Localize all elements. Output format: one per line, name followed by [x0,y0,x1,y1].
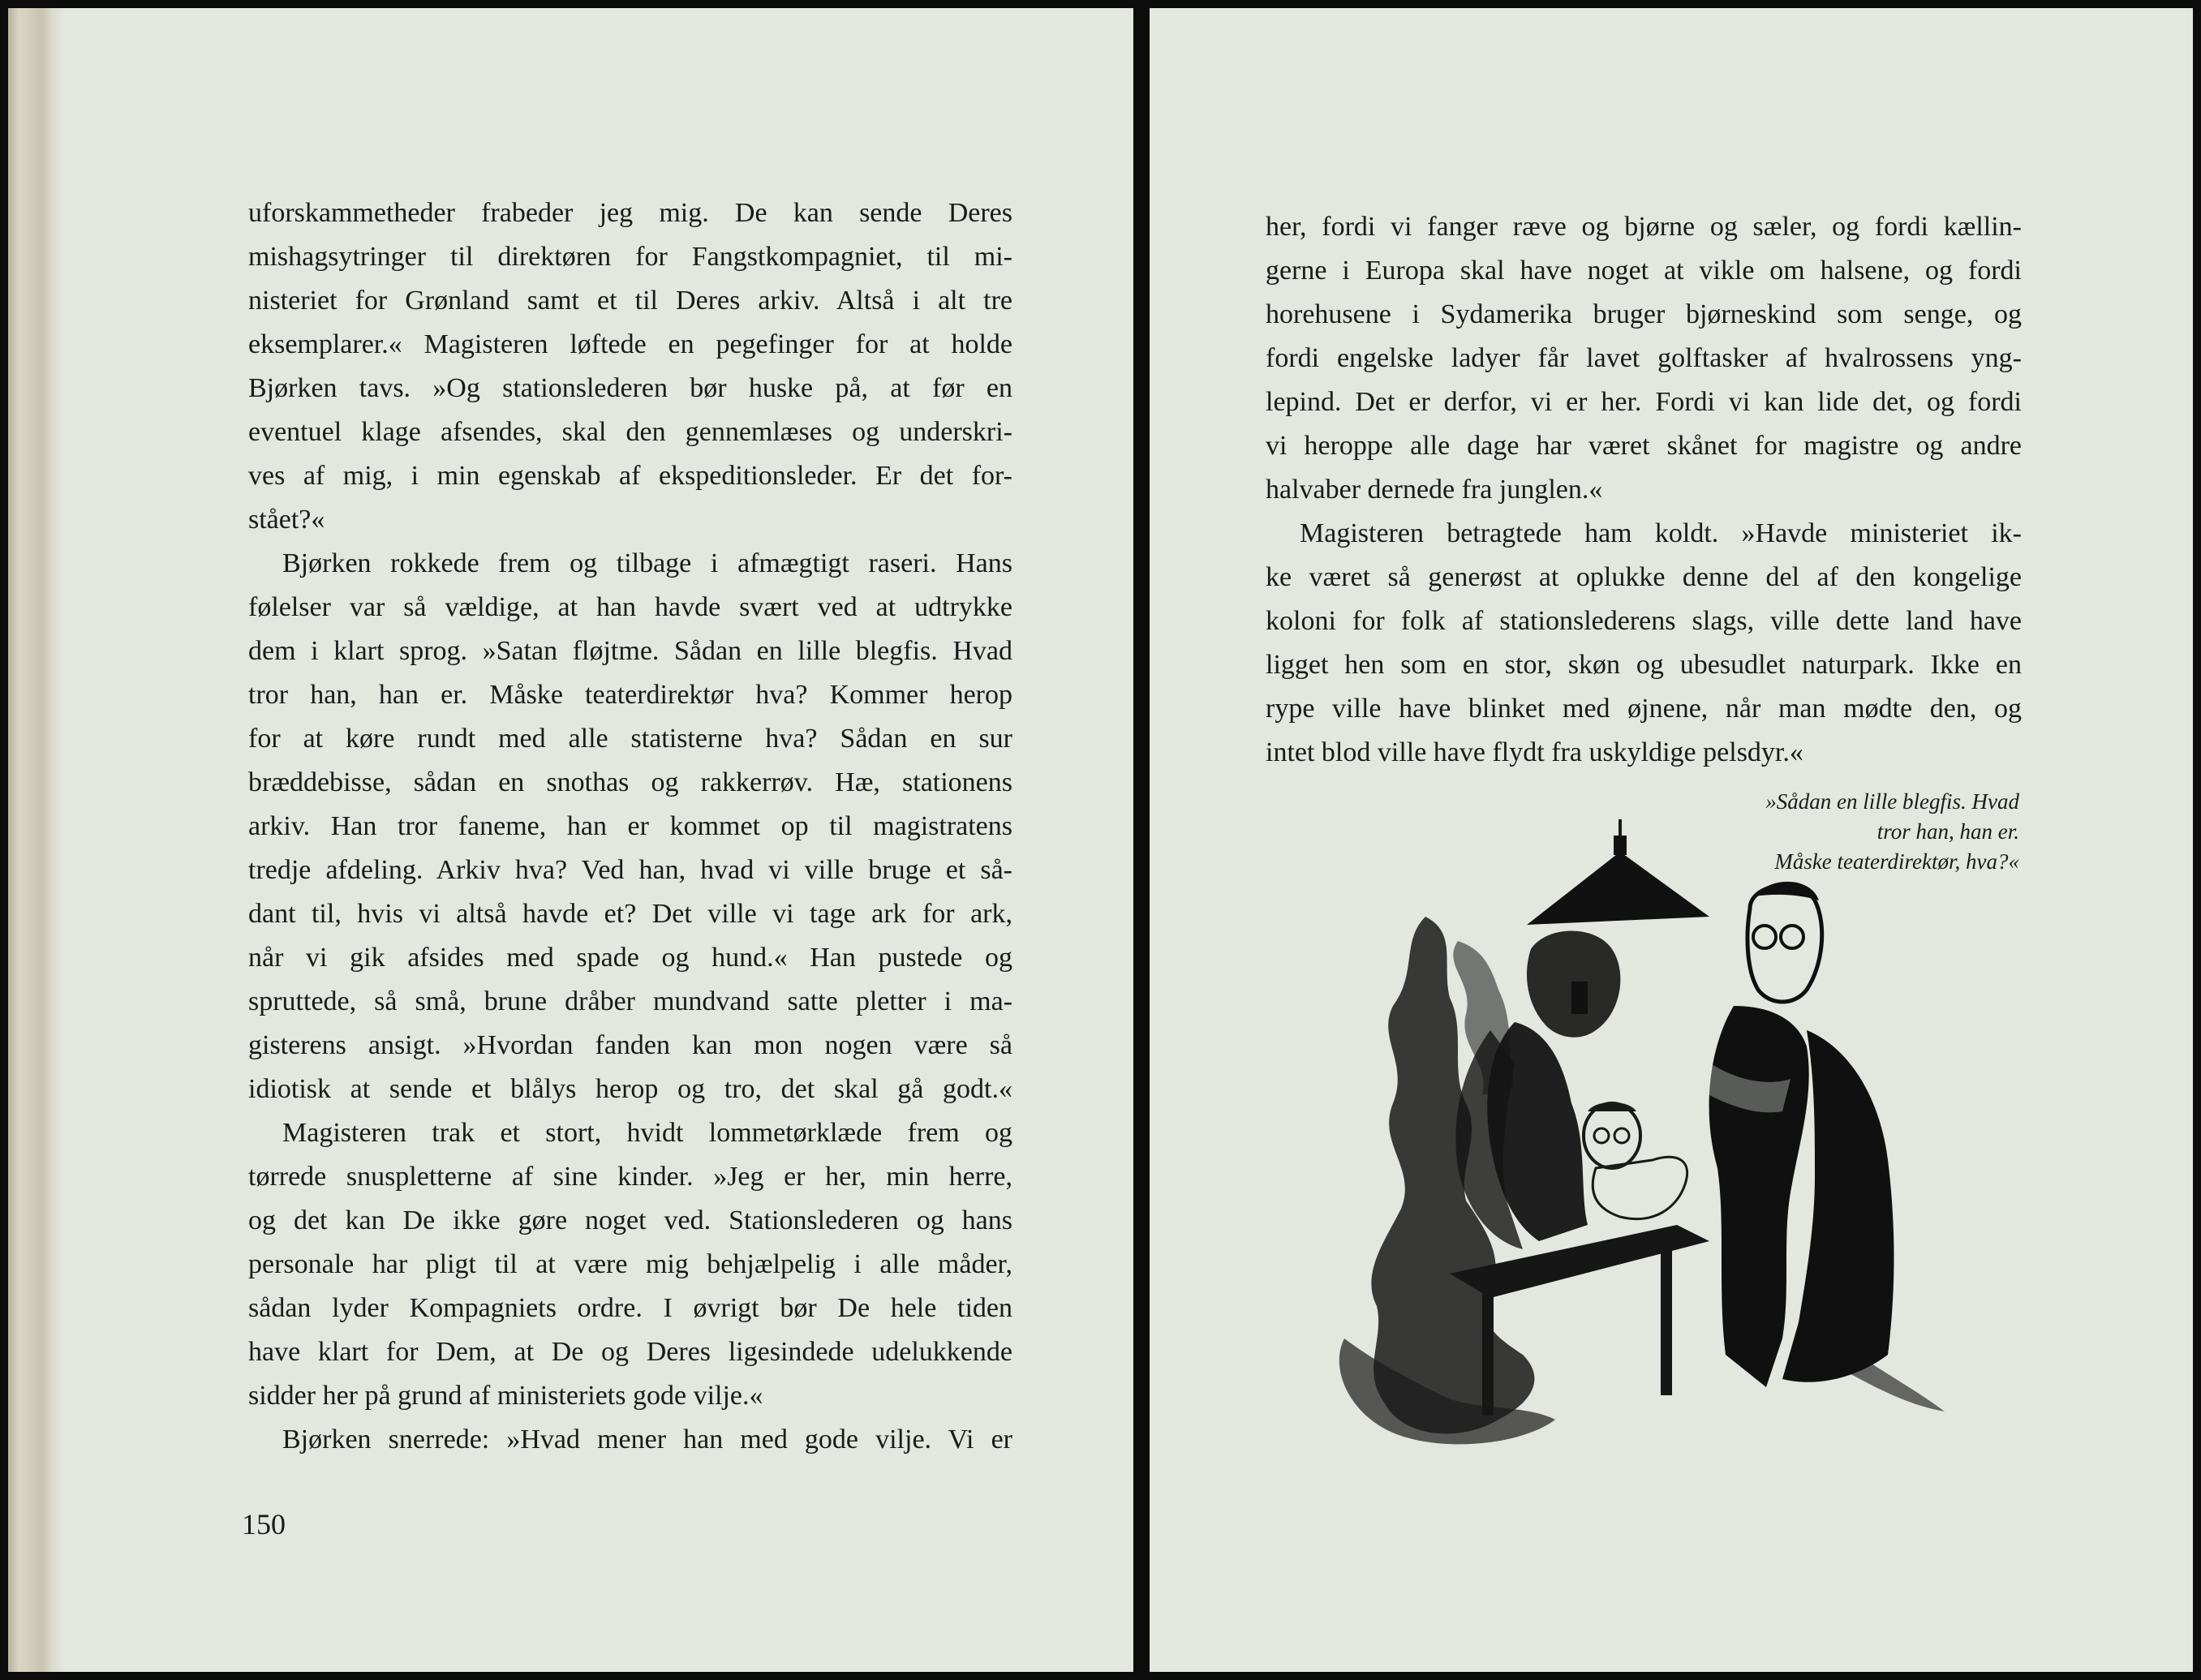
text-line: horehusene i Sydamerika bruger bjørneskind som senge, og [1266,299,2022,329]
standing-man [1709,882,1945,1411]
text-line: ke været så generøst at oplukke denne del af den kongelige [1266,562,2022,592]
text-line: her, fordi vi fanger ræve og bjørne og sæler, og fordi kællin- [1266,212,2022,242]
caption-line: »Sådan en lille blegfis. Hvad [1765,789,2019,814]
text-line: eksemplarer.« Magisteren løftede en pegefinger for at holde [248,329,1012,359]
table-leg [1661,1241,1672,1395]
text-line: gerne i Europa skal have noget at vikle om halsene, og fordi [1266,256,2022,286]
text-line: tror han, han er. Måske teaterdirektør hva? Kommer herop [248,680,1012,710]
lamp [1527,819,1709,925]
right-page-text [1266,205,2022,775]
text-line: Bjørken rokkede frem og tilbage i afmægtigt raseri. Hans [282,548,1012,578]
text-line: gisterens ansigt. »Hvordan fanden kan mon nogen være så [248,1030,1012,1060]
text-line: eventuel klage afsendes, skal den gennemlæses og underskri- [248,417,1012,447]
text-line: Bjørken snerrede: »Hvad mener han med gode vilje. Vi er [282,1424,1012,1454]
text-line: og det kan De ikke gøre noget ved. Stationslederen og hans [248,1205,1012,1235]
left-page [8,8,1133,1672]
text-line: bræddebisse, sådan en snothas og rakkerrøv. Hæ, stationens [248,767,1012,797]
text-line: halvaber dernede fra junglen.« [1266,475,1603,505]
text-line: stået?« [248,505,325,535]
text-line: lepind. Det er derfor, vi er her. Fordi vi kan lide det, og fordi [1266,387,2022,417]
caption-line: Måske teaterdirektør, hva?« [1774,849,2019,874]
text-line: mishagsytringer til direktøren for Fangstkompagniet, til mi- [248,242,1012,272]
text-line: tørrede snuspletterne af sine kinder. »Jeg er her, min herre, [248,1162,1012,1192]
left-page-text [248,191,1012,1462]
text-line: dem i klart sprog. »Satan fløjtme. Sådan en lille blegfis. Hvad [248,636,1012,666]
text-line: følelser var så vældige, at han havde svært ved at udtrykke [248,592,1012,622]
text-line: fordi engelske ladyer får lavet golftasker af hvalrossens yng- [1266,343,2022,373]
text-line: have klart for Dem, at De og Deres ligesindede udelukkende [248,1337,1012,1367]
text-line: Bjørken tavs. »Og stationslederen bør huske på, at før en [248,373,1012,403]
lamp-shade [1527,852,1709,925]
lamp-fitting [1614,836,1627,855]
small-man-at-table [1584,1102,1687,1219]
text-line: spruttede, så små, brune dråber mundvand satte pletter i ma- [248,986,1012,1016]
ink-illustration [1328,819,1993,1468]
text-line: koloni for folk af stationslederens slags, ville dette land have [1266,606,2022,636]
text-line: vi heroppe alle dage har været skånet for magistre og andre [1266,431,2022,461]
text-line: for at køre rundt med alle statisterne hva? Sådan en sur [248,724,1012,754]
page-number: 150 [242,1508,286,1540]
text-line: nisteriet for Grønland samt et til Deres arkiv. Altså i alt tre [248,286,1012,316]
text-line: ves af mig, i min egenskab af ekspeditionsleder. Er det for- [248,461,1012,491]
text-line: rype ville have blinket med øjnene, når man mødte den, og [1266,694,2022,724]
right-page [1150,8,2193,1672]
page-edge [8,8,63,1672]
text-line: sidder her på grund af ministeriets gode vilje.« [248,1381,763,1411]
text-line: Magisteren betragtede ham koldt. »Havde ministeriet ik- [1300,518,2022,548]
text-line: arkiv. Han tror faneme, han er kommet op til magistratens [248,811,1012,841]
text-line: idiotisk at sende et blålys herop og tro, det skal gå godt.« [248,1074,1012,1104]
table-leg [1482,1294,1494,1416]
caption-line: tror han, han er. [1876,819,2019,844]
text-line: ligget hen som en stor, skøn og ubesudlet naturpark. Ikke en [1266,650,2022,680]
text-line: personale har pligt til at være mig behjælpelig i alle måder, [248,1249,1012,1279]
text-line: tredje afdeling. Arkiv hva? Ved han, hvad vi ville bruge et så- [248,855,1012,885]
text-line: uforskammetheder frabeder jeg mig. De kan sende Deres [248,198,1012,228]
text-line: dant til, hvis vi altså havde et? Det ville vi tage ark for ark, [248,899,1012,929]
text-line: når vi gik afsides med spade og hund.« Han pustede og [248,943,1012,973]
text-line: intet blod ville have flydt fra uskyldige pelsdyr.« [1266,737,1803,767]
text-line: sådan lyder Kompagniets ordre. I øvrigt bør De hele tiden [248,1293,1012,1323]
text-line: Magisteren trak et stort, hvidt lommetørklæde frem og [282,1118,1012,1148]
